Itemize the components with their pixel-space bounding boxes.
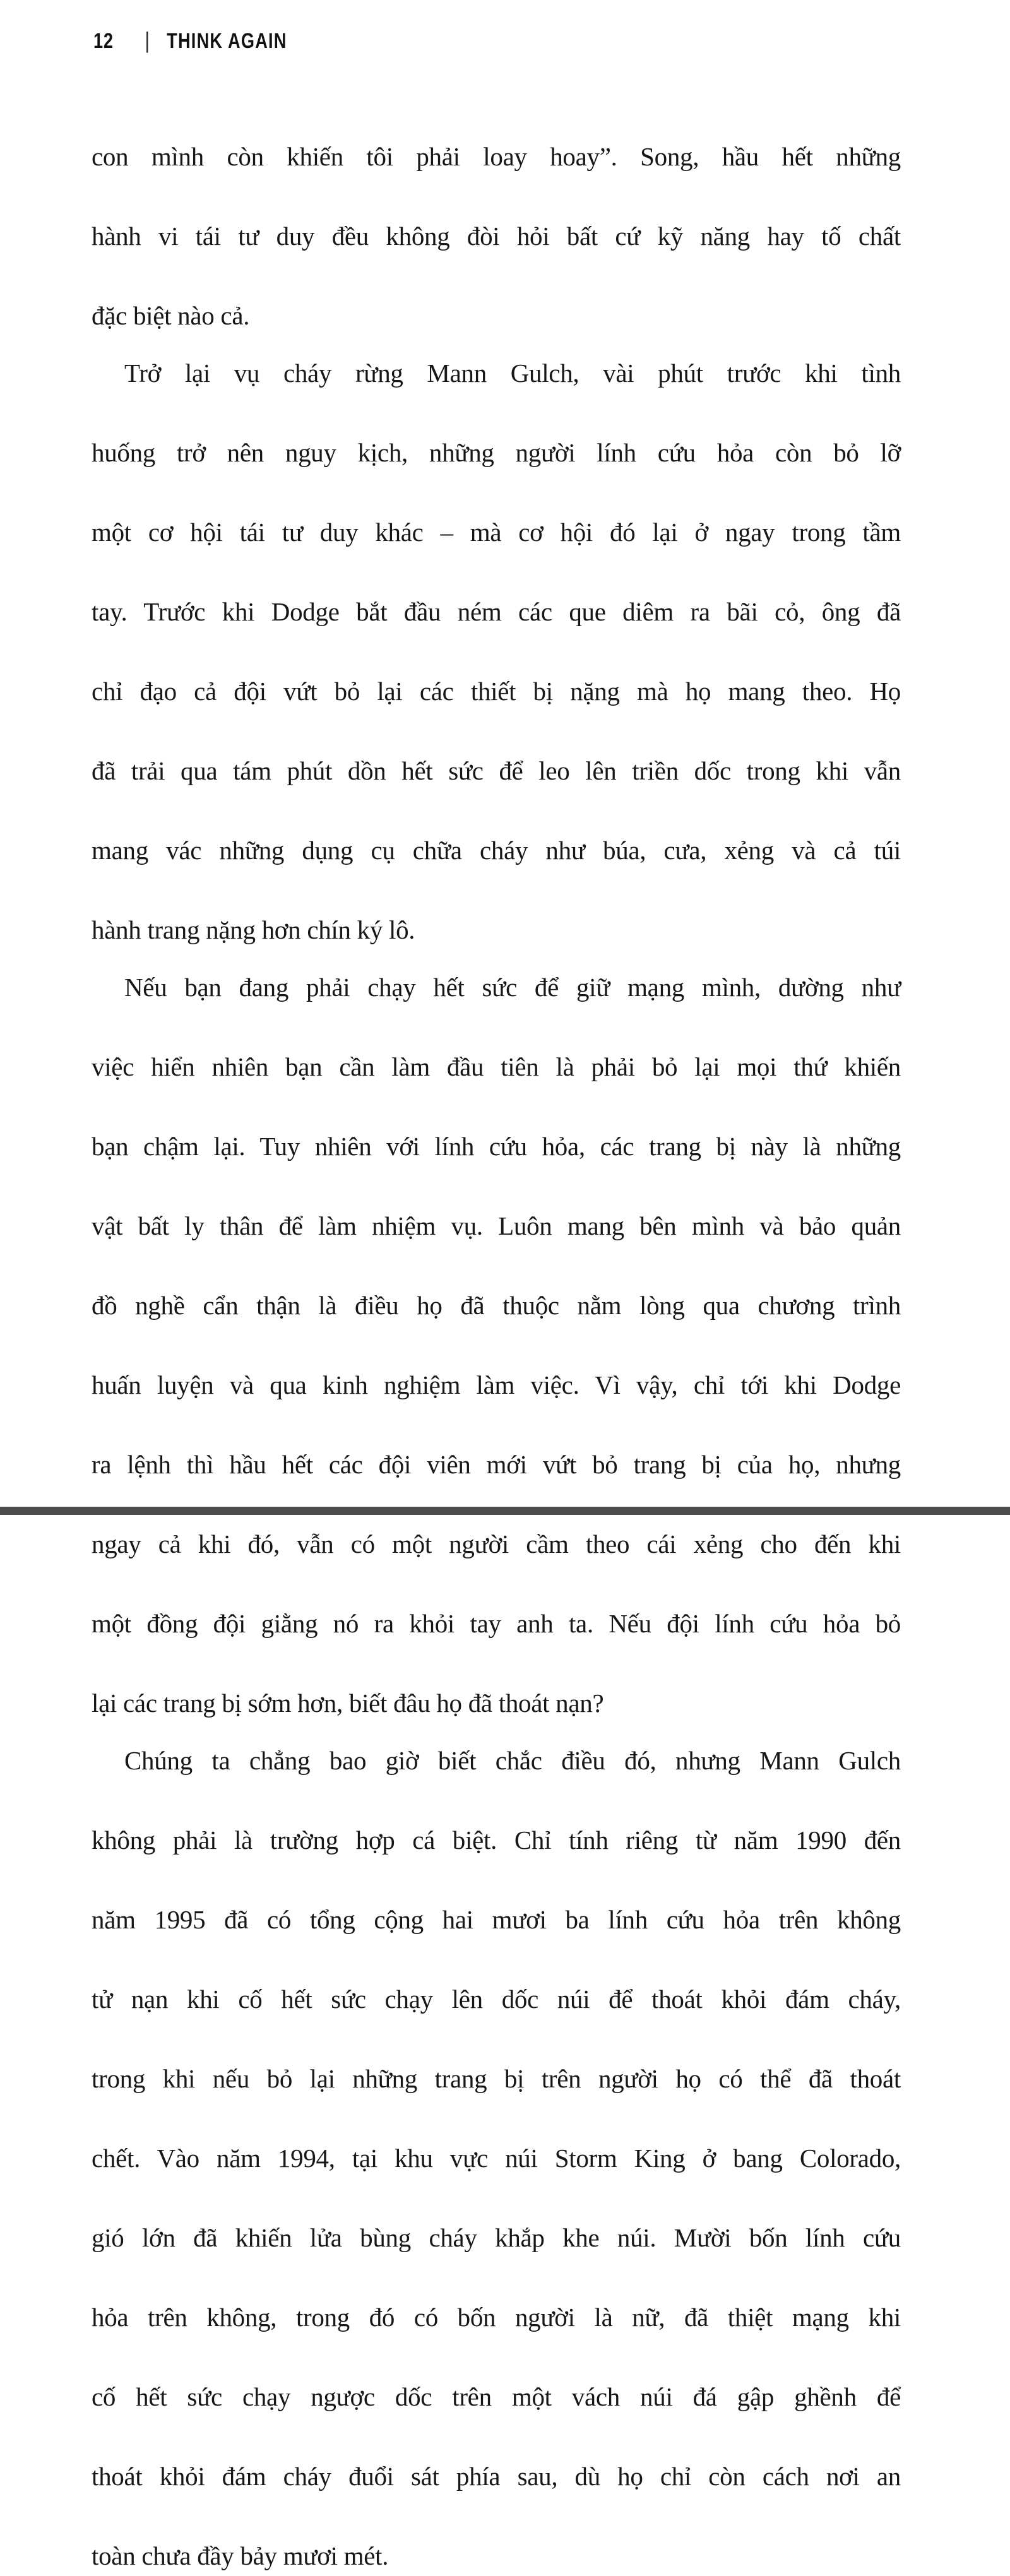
paragraph [92, 353, 901, 950]
text-line: một đồng đội giằng nó ra khỏi tay anh ta. Nếu đội lính cứu hỏa bỏ [92, 1609, 901, 1638]
text-line: gió lớn đã khiến lửa bùng cháy khắp khe núi. Mười bốn lính cứu [92, 2223, 901, 2252]
text-line: Trở lại vụ cháy rừng Mann Gulch, vài phút trước khi tình [124, 359, 901, 388]
text-line: đặc biệt nào cả. [92, 301, 250, 330]
page-number: 12 [93, 29, 114, 53]
text-line: thoát khỏi đám cháy đuổi sát phía sau, dù họ chỉ còn cách nơi an [92, 2462, 901, 2491]
text-block [92, 137, 901, 2576]
text-line: lại các trang bị sớm hơn, biết đâu họ đã thoát nạn? [92, 1689, 604, 1718]
text-line: tử nạn khi cố hết sức chạy lên dốc núi để thoát khỏi đám cháy, [92, 1985, 901, 2014]
text-line: tay. Trước khi Dodge bắt đầu ném các que diêm ra bãi cỏ, ông đã [92, 597, 901, 626]
text-line: việc hiển nhiên bạn cần làm đầu tiên là phải bỏ lại mọi thứ khiến [92, 1052, 901, 1081]
text-line: con mình còn khiến tôi phải loay hoay”. Song, hầu hết những [92, 142, 901, 171]
text-line: huống trở nên nguy kịch, những người lính cứu hỏa còn bỏ lỡ [92, 438, 901, 467]
text-line: hành vi tái tư duy đều không đòi hỏi bất cứ kỹ năng hay tố chất [92, 222, 901, 251]
text-line: không phải là trường hợp cá biệt. Chỉ tính riêng từ năm 1990 đến [92, 1825, 901, 1855]
text-line: đã trải qua tám phút dồn hết sức để leo lên triền dốc trong khi vẫn [92, 756, 901, 785]
text-line: chết. Vào năm 1994, tại khu vực núi Storm King ở bang Colorado, [92, 2144, 901, 2173]
text-line: đồ nghề cẩn thận là điều họ đã thuộc nằm lòng qua chương trình [92, 1291, 901, 1320]
text-line: Nếu bạn đang phải chạy hết sức để giữ mạng mình, dường như [124, 973, 901, 1002]
book-title: THINK AGAIN [167, 29, 287, 53]
paragraph [92, 968, 901, 1723]
text-line: hỏa trên không, trong đó có bốn người là nữ, đã thiệt mạng khi [92, 2303, 901, 2332]
header-separator: | [145, 27, 150, 53]
text-line: bạn chậm lại. Tuy nhiên với lính cứu hỏa, các trang bị này là những [92, 1132, 901, 1161]
text-line: vật bất ly thân để làm nhiệm vụ. Luôn mang bên mình và bảo quản [92, 1211, 901, 1240]
running-head [93, 29, 287, 52]
text-line: một cơ hội tái tư duy khác – mà cơ hội đó lại ở ngay trong tầm [92, 518, 901, 547]
paragraph [92, 137, 901, 336]
text-line: toàn chưa đầy bảy mươi mét. [92, 2541, 389, 2570]
text-line: năm 1995 đã có tổng cộng hai mươi ba lính cứu hỏa trên không [92, 1905, 901, 1934]
text-line: cố hết sức chạy ngược dốc trên một vách núi đá gập ghềnh để [92, 2382, 901, 2411]
text-line: huấn luyện và qua kinh nghiệm làm việc. Vì vậy, chỉ tới khi Dodge [92, 1370, 901, 1399]
text-line: ra lệnh thì hầu hết các đội viên mới vứt bỏ trang bị của họ, nhưng [92, 1450, 901, 1479]
paragraph [92, 1741, 901, 2576]
text-line: trong khi nếu bỏ lại những trang bị trên người họ có thể đã thoát [92, 2064, 901, 2093]
text-line: ngay cả khi đó, vẫn có một người cầm theo cái xẻng cho đến khi [92, 1529, 901, 1558]
text-line: mang vác những dụng cụ chữa cháy như búa, cưa, xẻng và cả túi [92, 836, 901, 865]
page-bottom-edge-artifact [0, 1507, 1010, 1515]
text-line: chỉ đạo cả đội vứt bỏ lại các thiết bị nặng mà họ mang theo. Họ [92, 677, 901, 706]
text-line: hành trang nặng hơn chín ký lô. [92, 915, 415, 944]
text-line: Chúng ta chẳng bao giờ biết chắc điều đó, nhưng Mann Gulch [124, 1746, 901, 1775]
